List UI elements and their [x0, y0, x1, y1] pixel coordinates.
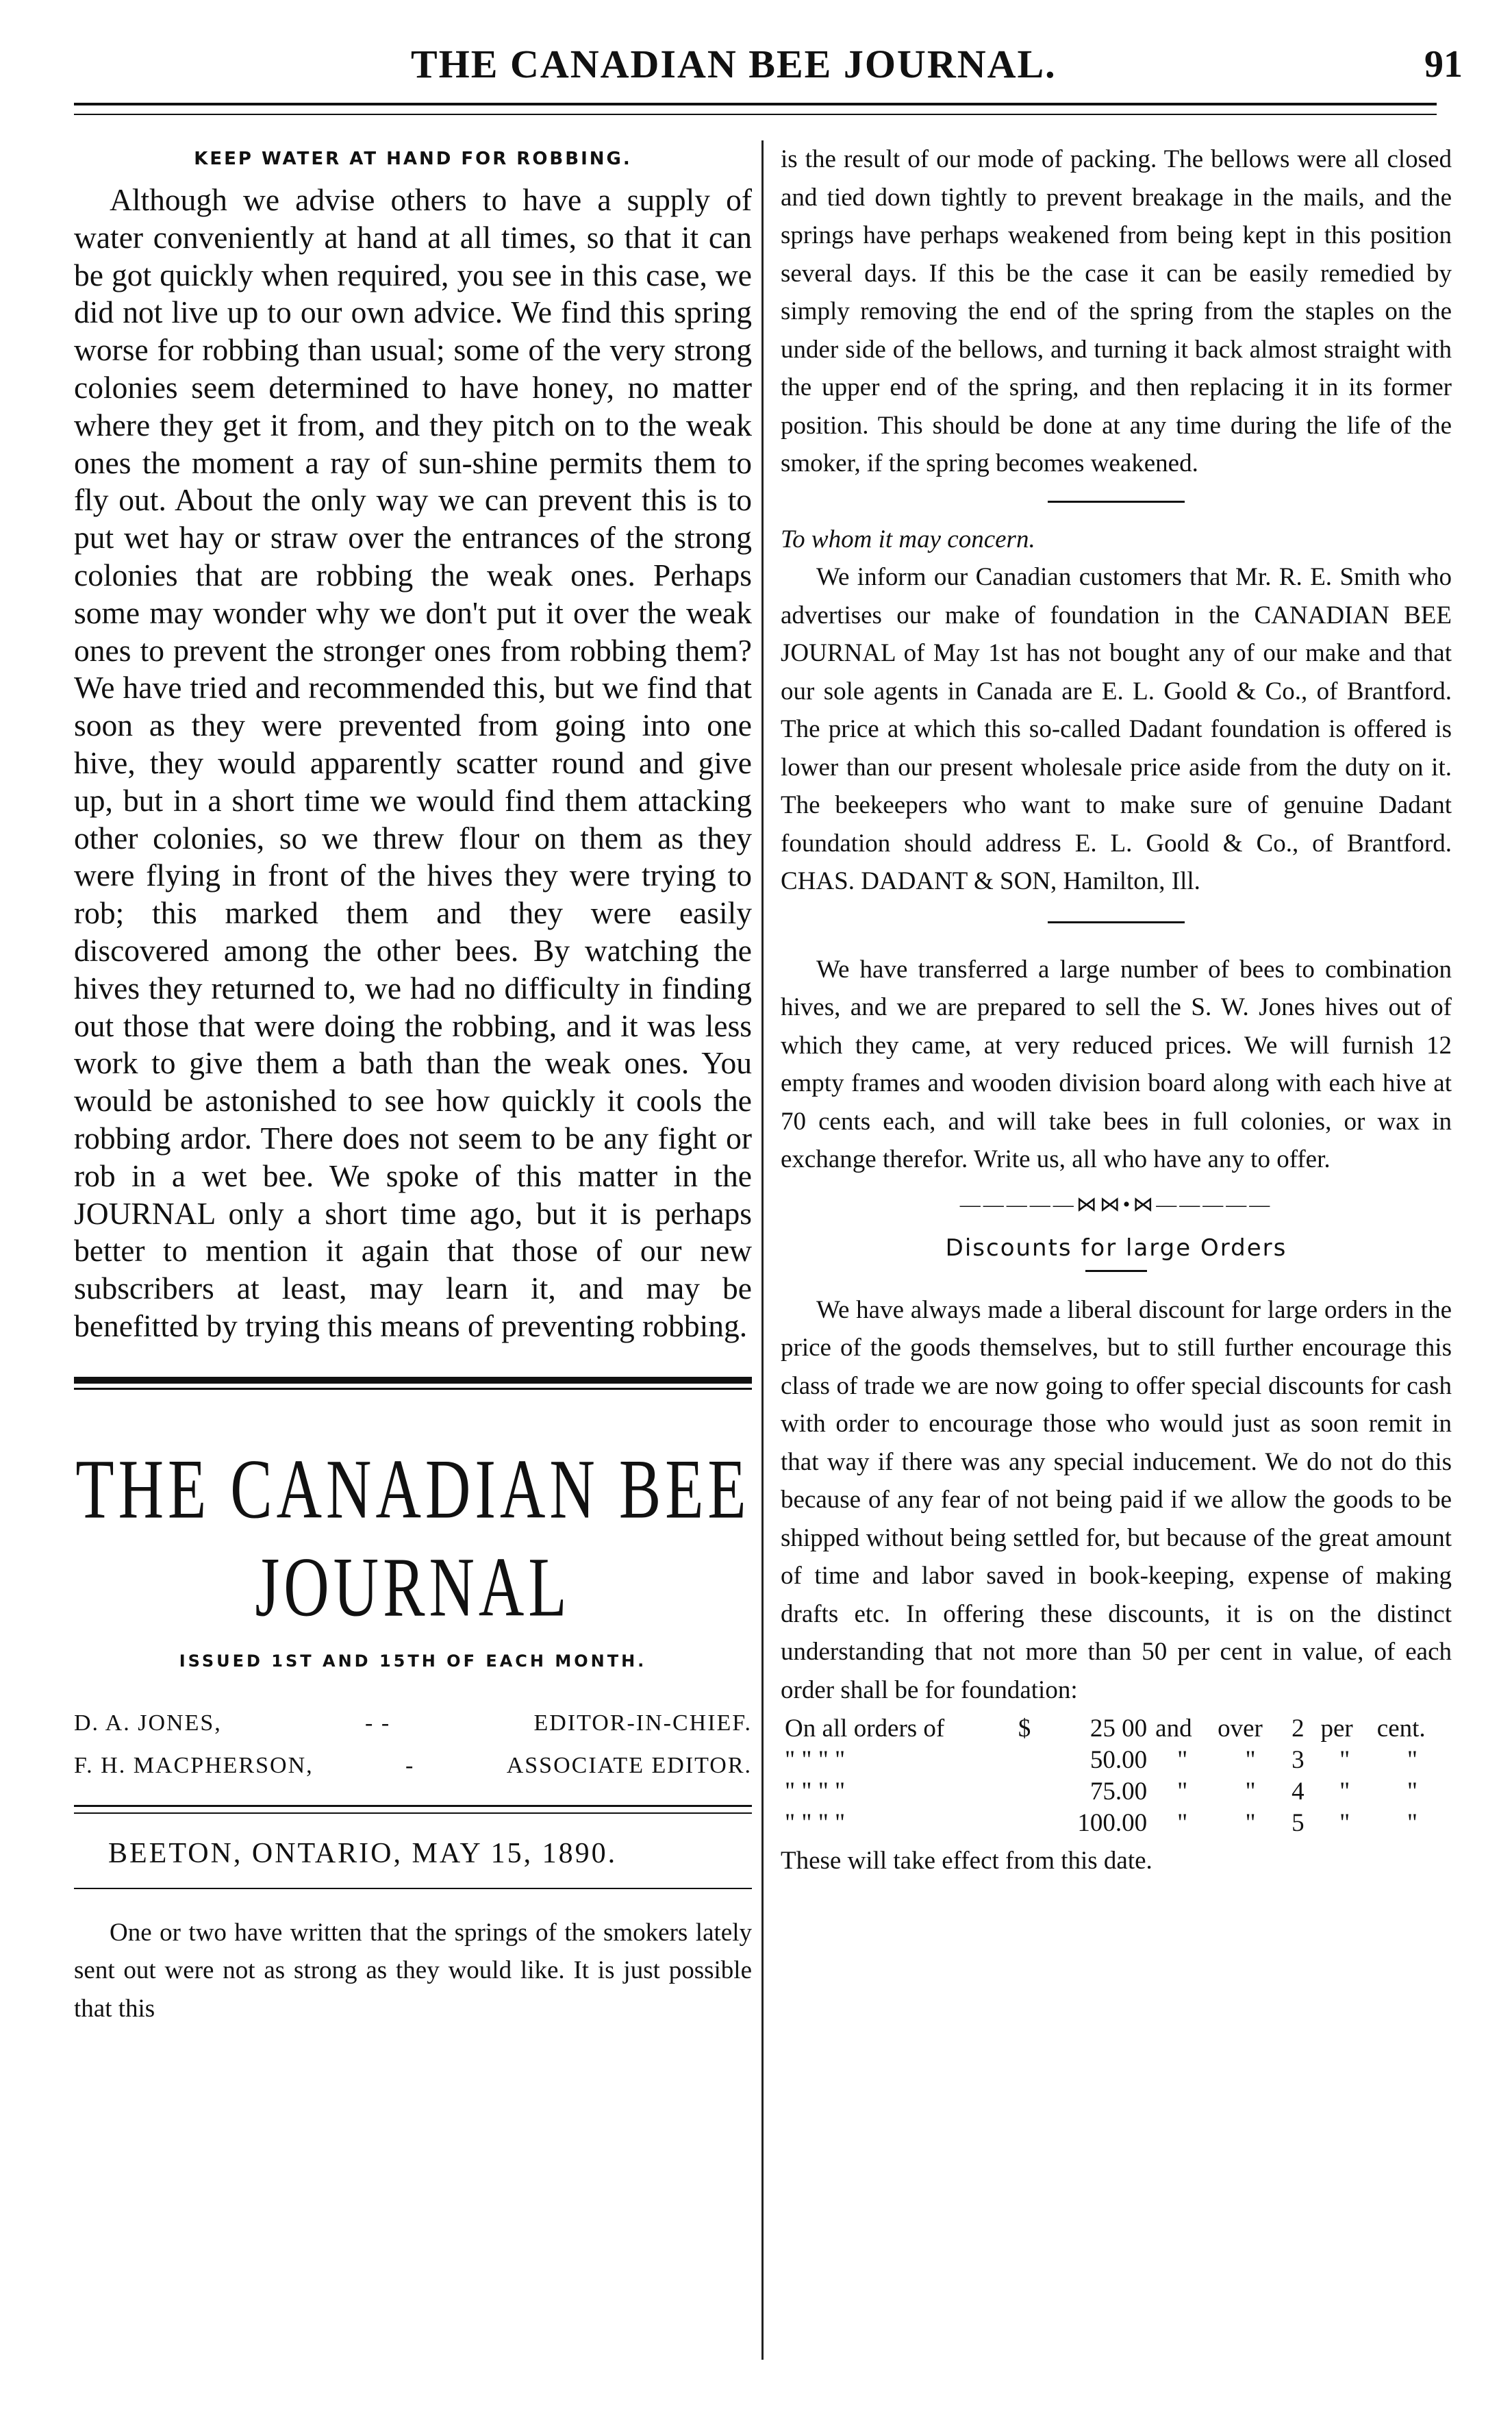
discount-table [781, 1713, 1452, 1839]
row-cent: " [1407, 1777, 1418, 1806]
row-per: " [1339, 1746, 1350, 1774]
row-currency: $ [1018, 1714, 1031, 1743]
dateline: BEETON, ONTARIO, MAY 15, 1890. [108, 1837, 618, 1869]
notice-heading: To whom it may concern. [781, 525, 1035, 553]
closing-note: These will take effect from this date. [781, 1847, 1152, 1875]
row-cent: cent. [1376, 1714, 1426, 1743]
column-divider [761, 140, 764, 2360]
row-and: and [1155, 1714, 1192, 1743]
masthead-rule-thin [74, 1388, 752, 1390]
row-currency [1014, 1776, 1043, 1808]
table-row [781, 1808, 1452, 1839]
table-row [781, 1776, 1452, 1808]
masthead-title: THE CANADIAN BEE JOURNAL [75, 1441, 751, 1634]
running-title: THE CANADIAN BEE JOURNAL. [411, 42, 1057, 86]
row-cent: " [1407, 1809, 1418, 1837]
left-column [74, 140, 752, 2028]
associate-line [74, 1745, 752, 1787]
discount-heading: Discounts for large Orders [945, 1234, 1287, 1262]
row-per: " [1339, 1809, 1350, 1837]
discount-heading-rule [1085, 1270, 1147, 1272]
ornament-divider: —————⋈⋈•⋈————— [959, 1193, 1273, 1216]
row-and: " [1177, 1809, 1188, 1837]
header-rule-bottom [74, 114, 1437, 115]
row-label: " " " " [785, 1746, 846, 1774]
row-per: per [1320, 1714, 1353, 1743]
row-percent: 5 [1292, 1809, 1305, 1837]
editor-name: D. A. JONES, [74, 1710, 222, 1736]
row-and: " [1177, 1777, 1188, 1806]
row-over: " [1245, 1777, 1256, 1806]
header-rule-top [74, 103, 1437, 105]
row-currency [1014, 1808, 1043, 1839]
row-amount: 100.00 [1077, 1809, 1148, 1837]
right-column [781, 140, 1452, 1880]
row-per: " [1339, 1777, 1350, 1806]
associate-dashes: - [405, 1752, 415, 1778]
row-currency [1014, 1745, 1043, 1776]
dateline-rule-top-2 [74, 1812, 752, 1814]
row-amount: 25 00 [1089, 1714, 1148, 1743]
row-percent: 2 [1292, 1714, 1305, 1743]
robbing-article: Although we advise others to have a supply of water conveniently at hand at all times, so that it can be got quickly when required, you see in this case, we did not live up to our own advice. We find this spring worse for robbing than usual; some of the very strong colonies seem determined to have honey, no matter where they get it from, and they pitch on to the weak ones the moment a ray of sun-shine permits them to fly out. About the only way we can prevent this is to put wet hay or straw over the entrances of the strong colonies that are robbing the weak ones. Perhaps some may wonder why we don't put it over the weak ones to prevent the stronger ones from robbing them? We have tried and recommended this, but we find that soon as they were prevented from going into one hive, they would apparently scatter round and give up, but in a short time we would find them attacking other colonies, so we threw flour on them as they were flying in front of the hives they were trying to rob; this marked them and they were easily discovered among the other bees. By watching the hives they returned to, we had no difficulty in finding out those that were doing the robbing, and it was less work to give them a bath than the weak ones. You would be astonished to see how quickly it cools the robbing ardor. There does not seem to be any fight or rob in a wet bee. We spoke of this matter in the JOURNAL only a short time ago, but it is perhaps better to mention it again that those of our new subscribers at least, may learn it, and may be benefitted by trying this means of preventing robbing. [74, 182, 752, 1343]
smoker-article-start: One or two have written that the springs of the smokers lately sent out were not as strong as they would like. It is just possible that this [74, 1918, 752, 2023]
row-over: " [1245, 1809, 1256, 1837]
row-label: On all orders of [785, 1714, 945, 1743]
editor-line [74, 1702, 752, 1745]
section-rule-2 [1048, 921, 1185, 923]
notice-article: We inform our Canadian customers that Mr. R. E. Smith who advertises our make of foundation in the CANADIAN BEE JOURNAL of May 1st has not bought any of our make and that our sole agents in Canada are E. L. Goold & Co., of Brantford. The price at which this so-called Dadant foundation is offered is lower than our present wholesale price aside from the duty on it. The beekeepers who want to make sure of genuine Dadant foundation should address E. L. Goold & Co., of Brantford. CHAS. DADANT & SON, Hamilton, Ill. [781, 563, 1452, 895]
masthead-rule-thick [74, 1377, 752, 1384]
dateline-rule-bottom [74, 1888, 752, 1889]
editor-dashes: - - [365, 1710, 391, 1736]
row-over: over [1218, 1714, 1263, 1743]
editor-role: EDITOR-IN-CHIEF. [533, 1710, 752, 1736]
robbing-heading: KEEP WATER AT HAND FOR ROBBING. [194, 149, 632, 169]
row-percent: 3 [1292, 1746, 1305, 1774]
section-rule-1 [1048, 501, 1185, 503]
associate-name: F. H. MACPHERSON, [74, 1752, 314, 1778]
table-row [781, 1745, 1452, 1776]
row-percent: 4 [1292, 1777, 1305, 1806]
discount-article: We have always made a liberal discount for large orders in the price of the goods themselves, but to still further encourage this class of trade we are now going to offer special discounts for cash with order to encourage those who would just as soon remit in that way if there was any special inducement. We do not do this because of any fear of not being paid if we allow the goods to be shipped without being settled for, but because of the great amount of time and labor saved in book-keeping, expense of making drafts etc. In offering these discounts, it is on the distinct understanding that not more than 50 per cent in value, of each order shall be for foundation: [781, 1295, 1452, 1704]
masthead-subtitle: ISSUED 1ST AND 15TH OF EACH MONTH. [179, 1651, 647, 1671]
row-label: " " " " [785, 1809, 846, 1837]
associate-role: ASSOCIATE EDITOR. [506, 1752, 752, 1778]
row-and: " [1177, 1746, 1188, 1774]
row-label: " " " " [785, 1777, 846, 1806]
page-number: 91 [1424, 43, 1463, 86]
hives-article: We have transferred a large number of bees to combination hives, and we are prepared to sell the S. W. Jones hives out of which they came, at very reduced prices. We will furnish 12 empty frames and wooden division board along with each hive at 70 cents each, and will take bees in full colonies, or wax in exchange therefor. Write us, all who have any to offer. [781, 955, 1452, 1173]
row-amount: 75.00 [1089, 1777, 1148, 1806]
row-amount: 50.00 [1089, 1746, 1148, 1774]
table-row [781, 1713, 1452, 1745]
row-cent: " [1407, 1746, 1418, 1774]
row-over: " [1245, 1746, 1256, 1774]
smoker-article-end: is the result of our mode of packing. The bellows were all closed and tied down tightly to prevent breakage in the mails, and the springs have perhaps weakened from being kept in this position several days. If this be the case it can be easily remedied by simply removing the end of the spring from the staples on the under side of the bellows, and turning it back almost straight with the upper end of the spring, and then replacing it in its former position. This should be done at any time during the life of the smoker, if the spring becomes weakened. [781, 145, 1452, 477]
dateline-rule-top [74, 1805, 752, 1807]
